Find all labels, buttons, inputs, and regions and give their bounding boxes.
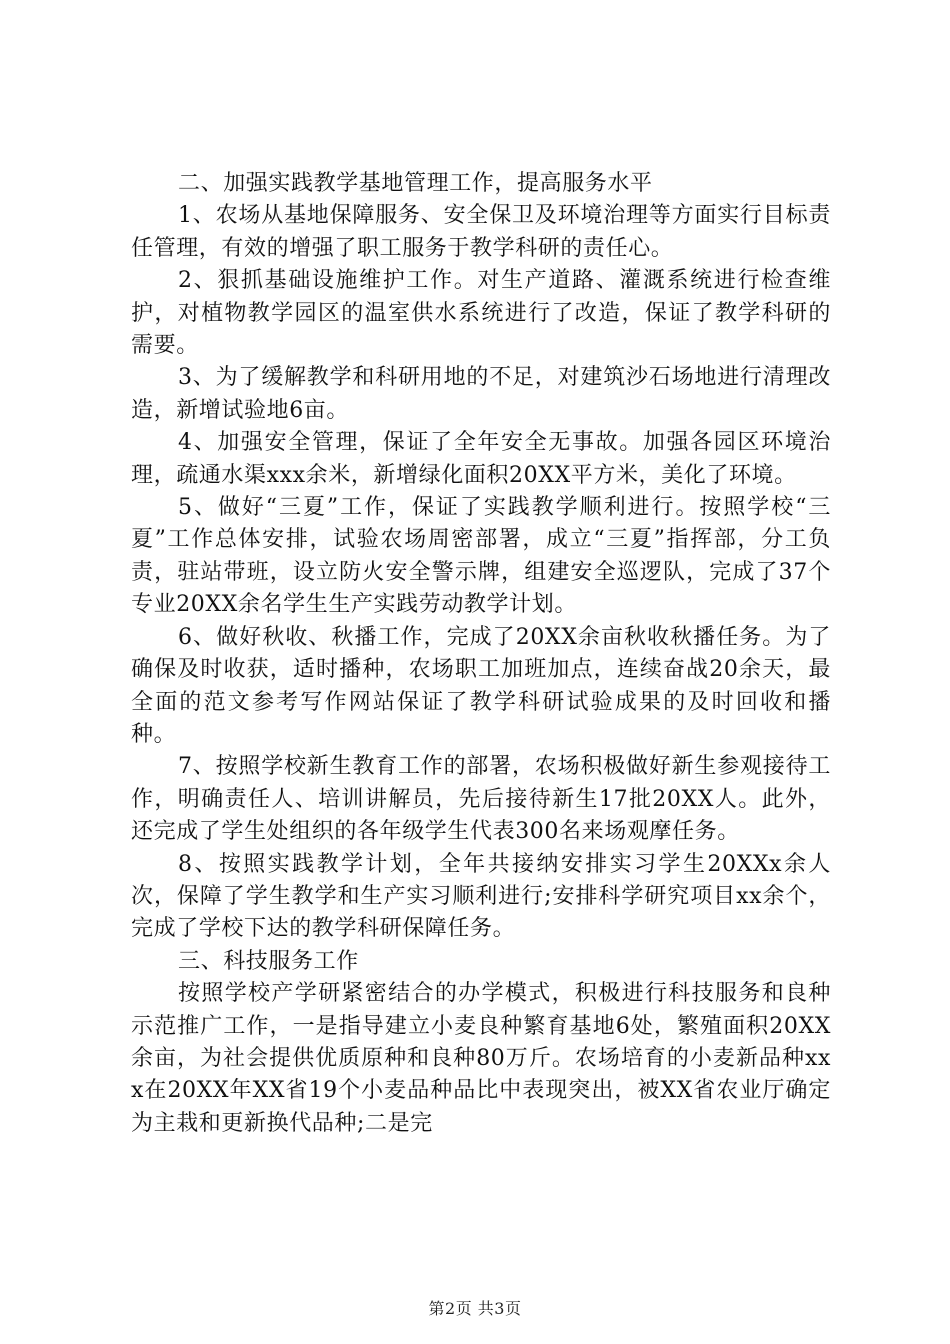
section-heading: 二、加强实践教学基地管理工作，提高服务水平 — [178, 171, 653, 196]
paragraph: 5、做好“三夏”工作，保证了实践教学顺利进行。按照学校“三夏”工作总体安排，试验农场周密部署，成立“三夏”指挥部，分工负责，驻站带班，设立防火安全警示牌，组建安全巡逻队，完成了37个专业20XX余名学生生产实践劳动教学计划。 — [131, 495, 831, 618]
document-body — [131, 168, 831, 1140]
section-heading: 三、科技服务工作 — [178, 948, 359, 974]
paragraph: 按照学校产学研紧密结合的办学模式，积极进行科技服务和良种示范推广工作，一是指导建立小麦良种繁育基地6处，繁殖面积20XX余亩，为社会提供优质原种和良种80万斤。农场培育的小麦新品种xxx在20XX年XX省19个小麦品种品比中表现突出，被XX省农业厅确定为主栽和更新换代品种;二是完 — [131, 981, 831, 1136]
paragraph: 2、狠抓基础设施维护工作。对生产道路、灌溉系统进行检查维护，对植物教学园区的温室供水系统进行了改造，保证了教学科研的需要。 — [131, 268, 831, 359]
paragraph: 6、做好秋收、秋播工作，完成了20XX余亩秋收秋播任务。为了确保及时收获，适时播种，农场职工加班加点，连续奋战20余天，最全面的范文参考写作网站保证了教学科研试验成果的及时回收和播种。 — [131, 624, 831, 747]
paragraph: 3、为了缓解教学和科研用地的不足，对建筑沙石场地进行清理改造，新增试验地6亩。 — [131, 365, 831, 423]
paragraph: 8、按照实践教学计划，全年共接纳安排实习学生20XXx余人次，保障了学生教学和生产实习顺利进行;安排科学研究项目xx余个，完成了学校下达的教学科研保障任务。 — [131, 851, 831, 942]
paragraph: 4、加强安全管理，保证了全年安全无事故。加强各园区环境治理，疏通水渠xxx余米，新增绿化面积20XX平方米，美化了环境。 — [131, 430, 831, 488]
paragraph: 7、按照学校新生教育工作的部署，农场积极做好新生参观接待工作，明确责任人、培训讲解员，先后接待新生17批20XX人。此外，还完成了学生处组织的各年级学生代表300名来场观摩任务。 — [131, 754, 831, 845]
paragraph: 1、农场从基地保障服务、安全保卫及环境治理等方面实行目标责任管理，有效的增强了职工服务于教学科研的责任心。 — [131, 203, 831, 261]
page-number-footer: 第2页 共3页 — [428, 1299, 522, 1318]
